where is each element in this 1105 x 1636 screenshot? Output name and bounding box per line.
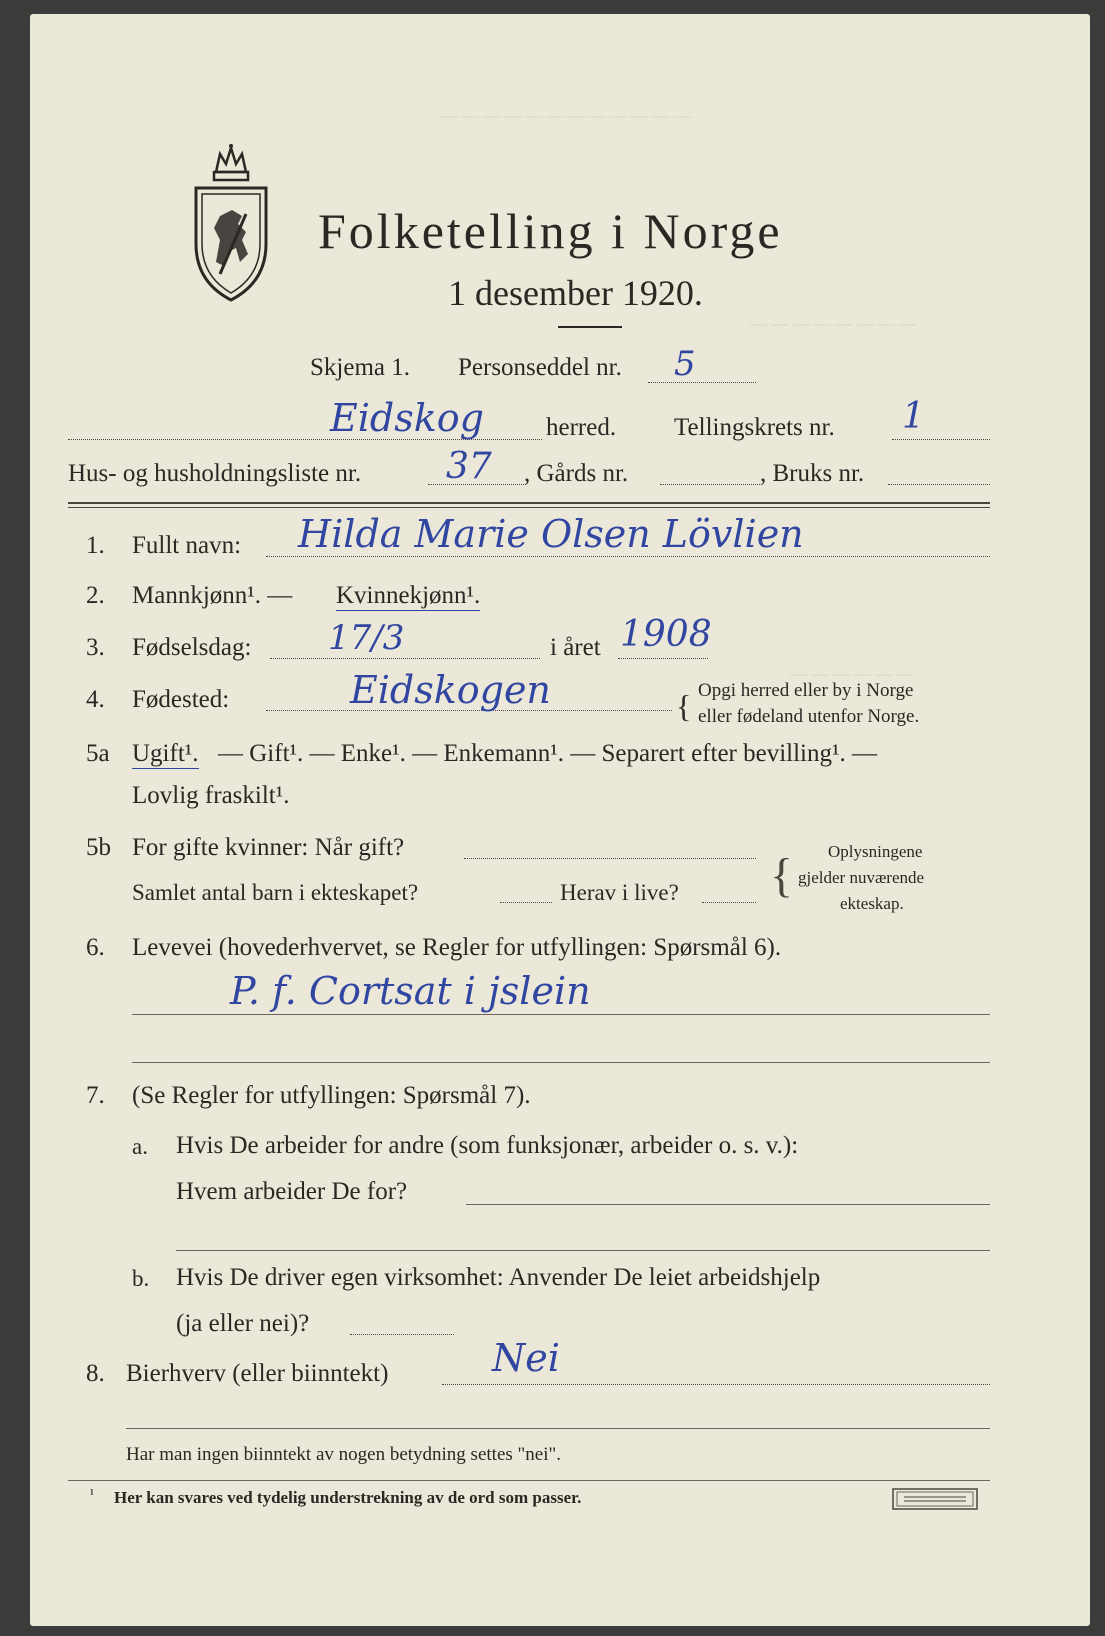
q5b-note-line3: ekteskap. xyxy=(840,894,904,913)
q1-line xyxy=(266,556,990,557)
gards-line xyxy=(660,484,760,485)
q2-mann: Mannkjønn¹. — xyxy=(132,582,293,609)
printer-stamp xyxy=(892,1488,978,1510)
occupation-value: P. f. Cortsat i jslein xyxy=(230,969,591,1013)
q4-note-line1: Opgi herred eller by i Norge xyxy=(698,680,914,701)
birth-day-value: 17/3 xyxy=(328,618,405,658)
title-divider xyxy=(558,326,622,328)
q8-answer-line xyxy=(442,1384,990,1385)
tellingskrets-value: 1 xyxy=(902,396,925,437)
footnote-separator xyxy=(68,1480,990,1481)
personseddel-line xyxy=(648,382,756,383)
q6-answer-line2 xyxy=(132,1062,990,1063)
q3-day-line xyxy=(270,658,540,659)
tellingskrets-label: Tellingskrets nr. xyxy=(674,414,835,441)
q5b-note-line2: gjelder nuværende xyxy=(798,868,925,887)
q5a-number: 5a xyxy=(86,740,110,767)
q7a-line2: Hvem arbeider De for? xyxy=(176,1178,408,1205)
personseddel-value: 5 xyxy=(674,344,696,384)
birthplace-value: Eidskogen xyxy=(350,668,551,712)
q1-number: 1. xyxy=(86,532,105,559)
gards-label: , Gårds nr. xyxy=(524,460,629,487)
norway-coat-of-arms-icon xyxy=(190,144,272,304)
q5b-label: For gifte kvinner: Når gift? xyxy=(132,834,405,861)
footnote-mark: ¹ xyxy=(90,1486,94,1501)
full-name-value: Hilda Marie Olsen Lövlien xyxy=(298,512,804,556)
q5a-line2: Lovlig fraskilt¹. xyxy=(132,782,290,809)
q7a-answer-line2 xyxy=(176,1250,990,1251)
birth-year-value: 1908 xyxy=(620,614,712,655)
bleed-through-text: — — — — — — — — xyxy=(750,314,916,333)
municipality-value: Eidskog xyxy=(330,396,484,440)
q8-number: 8. xyxy=(86,1360,105,1387)
q8-answer-line2 xyxy=(126,1428,990,1429)
header-separator-thin xyxy=(68,507,990,508)
q7-number: 7. xyxy=(86,1082,105,1109)
q5b-number: 5b xyxy=(86,834,111,861)
q7a-answer-line1 xyxy=(466,1204,990,1205)
q2-kvinne-underlined: Kvinnekjønn¹. xyxy=(336,582,481,609)
q5b-alive-label: Herav i live? xyxy=(560,880,679,905)
tellingskrets-line xyxy=(892,439,990,440)
q5b-children-line xyxy=(500,902,552,903)
form-title: Folketelling i Norge xyxy=(318,203,783,259)
biinntekt-note: Har man ingen biinntekt av nogen betydning settes "nei". xyxy=(126,1444,561,1465)
q5a-ugift-underlined: Ugift¹. xyxy=(132,740,199,767)
footnote-text: Her kan svares ved tydelig understrekning av de ord som passer. xyxy=(114,1488,582,1507)
q5b-children-label: Samlet antal barn i ekteskapet? xyxy=(132,880,419,905)
q7b-answer-line xyxy=(350,1334,454,1335)
q3-year-line xyxy=(618,658,708,659)
q6-answer-line1 xyxy=(132,1014,990,1015)
q3-year-label: i året xyxy=(550,634,601,661)
q3-label: Fødselsdag: xyxy=(132,634,252,661)
q6-label: Levevei (hovederhvervet, se Regler for utfyllingen: Spørsmål 6). xyxy=(132,934,782,961)
header-separator xyxy=(68,502,990,504)
q7b-line2: (ja eller nei)? xyxy=(176,1310,310,1337)
bruks-line xyxy=(888,484,990,485)
bleed-through-text: — — — — — — xyxy=(790,664,914,683)
census-date: 1 desember 1920. xyxy=(448,273,703,313)
q5b-married-line xyxy=(464,858,756,859)
herred-label: herred. xyxy=(546,414,617,441)
q7-label: (Se Regler for utfyllingen: Spørsmål 7). xyxy=(132,1082,531,1109)
q1-label: Fullt navn: xyxy=(132,532,242,559)
census-form-sheet xyxy=(30,14,1090,1626)
q5a-options: — Gift¹. — Enke¹. — Enkemann¹. — Separert efter bevilling¹. — xyxy=(218,740,877,767)
side-income-value: Nei xyxy=(492,1336,560,1380)
q4-note-line2: eller fødeland utenfor Norge. xyxy=(698,706,920,727)
q4-brace: { xyxy=(676,688,692,724)
schema-label: Skjema 1. xyxy=(310,354,410,381)
q7b-line1: Hvis De driver egen virksomhet: Anvender De leiet arbeidshjelp xyxy=(176,1264,821,1291)
bruks-label: , Bruks nr. xyxy=(760,460,865,487)
q4-number: 4. xyxy=(86,686,105,713)
bleed-through-text: — — — — — — — — — — — — xyxy=(440,106,691,125)
q7a-letter: a. xyxy=(132,1134,148,1159)
q6-number: 6. xyxy=(86,934,105,961)
q2-number: 2. xyxy=(86,582,105,609)
household-list-label: Hus- og husholdningsliste nr. xyxy=(68,460,362,487)
q8-label: Bierhverv (eller biinntekt) xyxy=(126,1360,389,1387)
household-list-value: 37 xyxy=(446,446,492,487)
q7a-line1: Hvis De arbeider for andre (som funksjonær, arbeider o. s. v.): xyxy=(176,1132,799,1159)
personseddel-label: Personseddel nr. xyxy=(458,354,622,381)
q4-label: Fødested: xyxy=(132,686,230,713)
q5b-brace: { xyxy=(770,849,794,902)
q7b-letter: b. xyxy=(132,1266,150,1291)
q3-number: 3. xyxy=(86,634,105,661)
q5b-note-line1: Oplysningene xyxy=(828,842,923,861)
q5b-alive-line xyxy=(702,902,756,903)
